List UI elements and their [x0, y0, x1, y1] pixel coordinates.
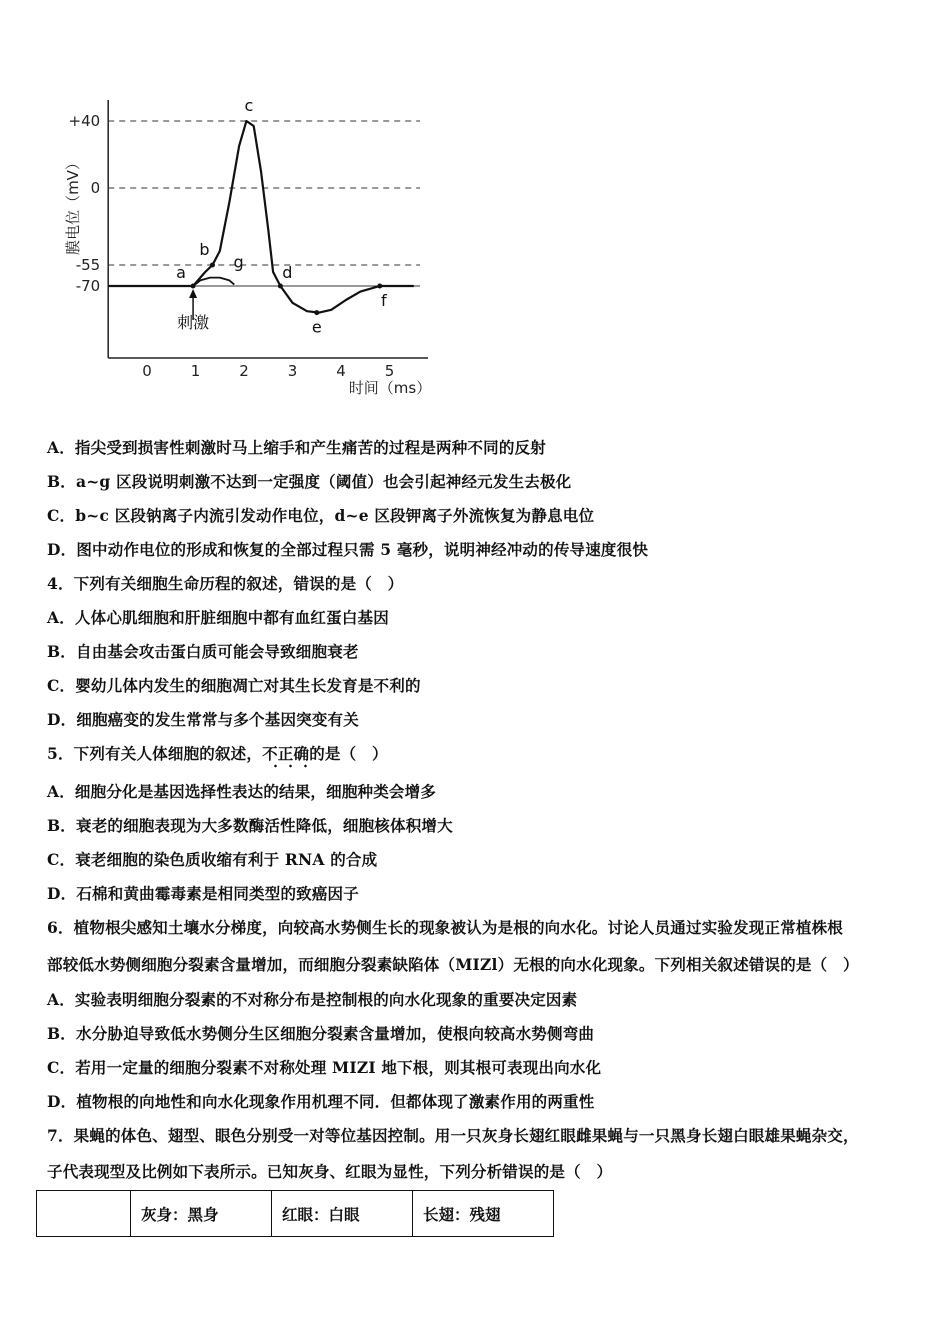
question-5: [47, 742, 388, 764]
point-label: e: [311, 317, 322, 337]
question-7-line1: 7．果蝇的体色、翅型、眼色分别受一对等位基因控制。用一只灰身长翅红眼雌果蝇与一只黑身长翅白眼雄果蝇杂交，: [47, 1126, 859, 1145]
stimulus-arrowhead: [189, 289, 197, 298]
table-row: [37, 1191, 554, 1237]
x-tick-label: 0: [142, 362, 152, 380]
data-point: [377, 284, 382, 289]
point-label: g: [233, 252, 244, 272]
option-3c: C．b~c 区段钠离子内流引发动作电位，d~e 区段钾离子外流恢复为静息电位: [47, 506, 595, 525]
stimulus-label: 刺激: [177, 313, 210, 332]
x-tick-label: 5: [384, 362, 395, 380]
table-cell: 灰身：黑身: [131, 1191, 272, 1237]
option-5b: B．衰老的细胞表现为大多数酶活性降低，细胞核体积增大: [47, 816, 453, 835]
point-label: a: [176, 263, 186, 282]
option-4b: B．自由基会攻击蛋白质可能会导致细胞衰老: [47, 642, 359, 661]
data-point: [314, 310, 319, 315]
point-label: c: [244, 96, 254, 115]
point-label: d: [282, 263, 293, 282]
data-point: [210, 263, 215, 268]
question-6-line2: 部较低水势侧细胞分裂素含量增加，而细胞分裂素缺陷体（MIZl）无根的向水化现象。下列相关叙述错误的是（ ）: [47, 955, 859, 974]
x-tick-label: 3: [287, 362, 298, 380]
option-5c: C．衰老细胞的染色质收缩有利于 RNA 的合成: [47, 850, 378, 869]
series-line: [108, 121, 414, 313]
option-5a: A．细胞分化是基因选择性表达的结果，细胞种类会增多: [47, 782, 437, 801]
point-label: f: [380, 291, 387, 310]
option-6a: A．实验表明细胞分裂素的不对称分布是控制根的向水化现象的重要决定因素: [47, 990, 578, 1009]
y-axis-label: 膜电位（mV）: [64, 155, 82, 255]
question-5-suffix: 的是（ ）: [309, 744, 388, 763]
question-4: 4．下列有关细胞生命历程的叙述，错误的是（ ）: [47, 574, 404, 593]
y-tick-label: -55: [75, 256, 101, 274]
y-tick-label: -70: [75, 277, 101, 295]
data-point: [278, 284, 283, 289]
table-cell: [37, 1191, 131, 1237]
question-7-line2: 子代表现型及比例如下表所示。已知灰身、红眼为显性，下列分析错误的是（ ）: [47, 1162, 613, 1181]
option-3b: B．a~g 区段说明刺激不达到一定强度（阈值）也会引起神经元发生去极化: [47, 472, 572, 491]
point-label: b: [199, 240, 210, 259]
question-6-line1: 6．植物根尖感知土壤水分梯度，向较高水势侧生长的现象被认为是根的向水化。讨论人员通过实验发现正常植株根: [47, 918, 843, 937]
table-cell: 长翅：残翅: [413, 1191, 554, 1237]
x-axis-label: 时间（ms）: [348, 379, 432, 397]
x-tick-label: 1: [190, 362, 201, 380]
option-6c: C．若用一定量的细胞分裂素不对称处理 MIZI 地下根，则其根可表现出向水化: [47, 1058, 602, 1077]
option-3a: A．指尖受到损害性刺激时马上缩手和产生痛苦的过程是两种不同的反射: [47, 438, 546, 457]
y-tick-label: +40: [68, 112, 101, 130]
chart-svg: [60, 95, 460, 410]
question-5-prefix: 5．下列有关人体细胞的叙述，: [47, 744, 263, 763]
question-5-emphasis: 不正确: [262, 744, 309, 768]
table-cell: 红眼：白眼: [272, 1191, 413, 1237]
membrane-potential-chart: [60, 95, 460, 410]
phenotype-table: [36, 1190, 554, 1237]
option-3d: D．图中动作电位的形成和恢复的全部过程只需 5 毫秒，说明神经冲动的传导速度很快: [47, 540, 649, 559]
option-6b: B．水分胁迫导致低水势侧分生区细胞分裂素含量增加，使根向较高水势侧弯曲: [47, 1024, 595, 1043]
option-6d: D．植物根的向地性和向水化现象作用机理不同．但都体现了激素作用的两重性: [47, 1092, 595, 1111]
x-tick-label: 4: [336, 362, 346, 380]
option-4c: C．婴幼儿体内发生的细胞凋亡对其生长发育是不利的: [47, 676, 421, 695]
x-tick-label: 2: [239, 362, 249, 380]
option-4d: D．细胞癌变的发生常常与多个基因突变有关: [47, 710, 359, 729]
option-4a: A．人体心肌细胞和肝脏细胞中都有血红蛋白基因: [47, 608, 389, 627]
y-tick-label: 0: [90, 179, 101, 197]
option-5d: D．石棉和黄曲霉毒素是相同类型的致癌因子: [47, 884, 359, 903]
data-point: [191, 284, 196, 289]
